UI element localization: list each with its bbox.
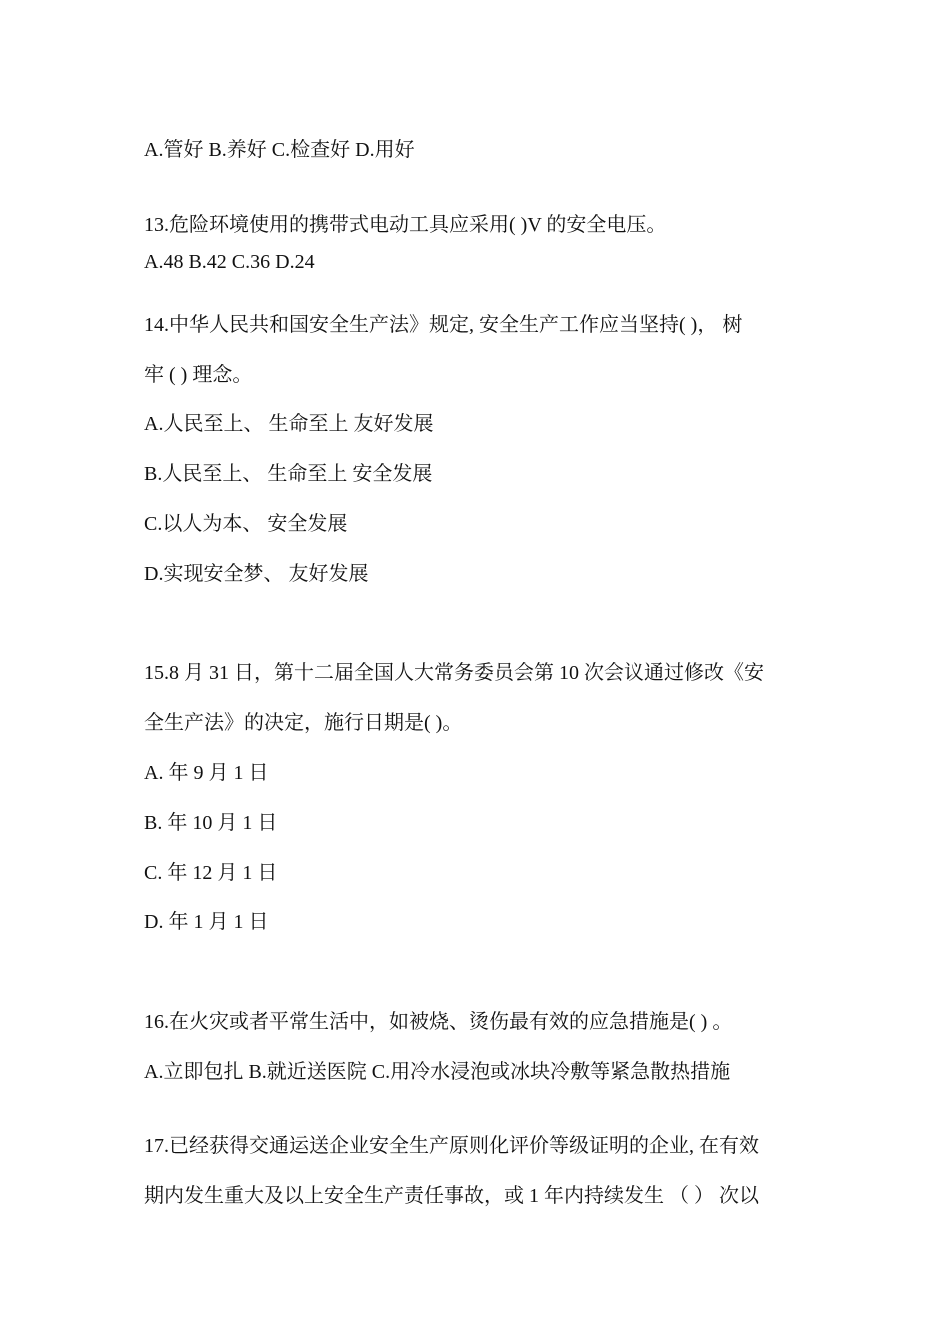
q13-options: A.48 B.42 C.36 D.24 [144,251,315,273]
q15-question-line1: 15.8 月 31 日，第十二届全国人大常务委员会第 10 次会议通过修改《安 [144,662,764,684]
q15-option-d: D. 年 1 月 1 日 [144,911,269,933]
q15-option-c: C. 年 12 月 1 日 [144,862,278,884]
q16-options: A.立即包扎 B.就近送医院 C.用冷水浸泡或冰块冷敷等紧急散热措施 [144,1061,731,1083]
q14-option-a: A.人民至上、 生命至上 友好发展 [144,413,434,435]
q15-option-b: B. 年 10 月 1 日 [144,812,278,834]
q15-option-a: A. 年 9 月 1 日 [144,762,269,784]
q15-question-line2: 全生产法》的决定，施行日期是( )。 [144,712,463,734]
q14-question-line1: 14.中华人民共和国安全生产法》规定, 安全生产工作应当坚持( )， 树 [144,314,743,336]
q14-option-c: C.以人为本、 安全发展 [144,513,348,535]
q12-options: A.管好 B.养好 C.检查好 D.用好 [144,139,415,161]
q14-option-d: D.实现安全梦、 友好发展 [144,563,369,585]
q17-question-line2: 期内发生重大及以上安全生产责任事故，或 1 年内持续发生 （ ） 次以 [144,1185,759,1207]
q17-question-line1: 17.已经获得交通运送企业安全生产原则化评价等级证明的企业, 在有效 [144,1135,759,1157]
q14-option-b: B.人民至上、 生命至上 安全发展 [144,463,433,485]
q14-question-line2: 牢 ( ) 理念。 [144,364,253,386]
q13-question: 13.危险环境使用的携带式电动工具应采用( )V 的安全电压。 [144,214,667,236]
q16-question: 16.在火灾或者平常生活中，如被烧、烫伤最有效的应急措施是( ) 。 [144,1011,733,1033]
